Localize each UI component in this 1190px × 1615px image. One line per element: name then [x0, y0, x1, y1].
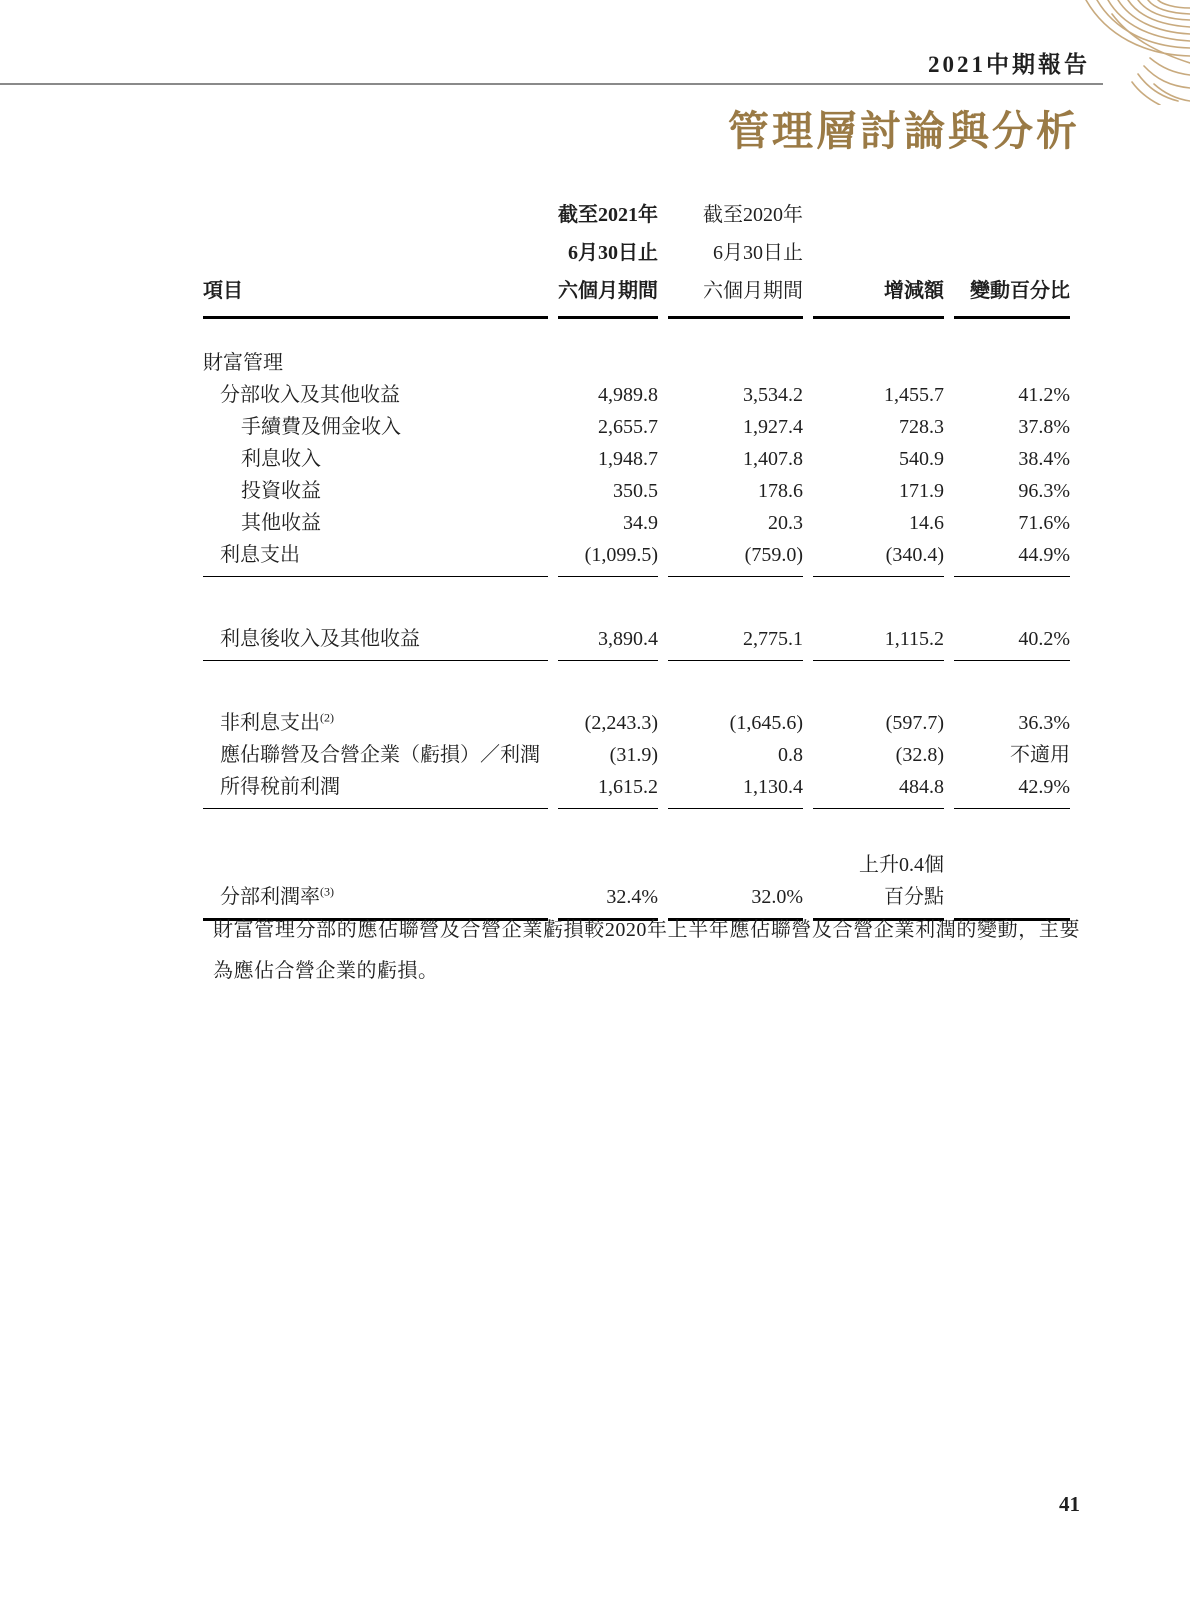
value-2021: 32.4% — [558, 881, 658, 921]
section-gap — [203, 577, 1070, 623]
value-change: 1,455.7 — [884, 384, 944, 406]
col-header-2020-line3: 六個月期間 — [703, 280, 803, 302]
value-pct-change: 96.3% — [1018, 480, 1070, 502]
report-label: 2021中期報告 — [928, 52, 1090, 77]
row-label: 財富管理 — [203, 352, 283, 374]
value-change: 百分點 — [813, 881, 944, 921]
value-pct-change: 不適用 — [1010, 744, 1070, 766]
value-2021: 34.9 — [623, 512, 658, 534]
table-row — [203, 623, 1070, 661]
row-label: 分部收入及其他收益 — [220, 384, 400, 406]
section-gap-cell — [203, 661, 1070, 707]
table-header-row — [203, 196, 1070, 319]
header-gap — [203, 319, 1070, 347]
header-divider — [0, 83, 1103, 85]
value-change: 14.6 — [909, 512, 944, 534]
value-pct-change — [954, 849, 1070, 881]
value-pct-change: 42.9% — [954, 771, 1070, 809]
value-2021: 3,890.4 — [558, 623, 658, 661]
value-2020: 32.0% — [668, 881, 803, 921]
row-label: 分部利潤率$^{(3)}$ — [203, 881, 548, 921]
page-title: 管理層討論與分析 — [728, 108, 1080, 154]
table-row — [203, 849, 1070, 881]
value-pct-change: 41.2% — [1018, 384, 1070, 406]
value-change: (340.4) — [813, 539, 944, 577]
value-change: 1,115.2 — [813, 623, 944, 661]
value-2021: (31.9) — [609, 744, 658, 766]
value-pct-change: 44.9% — [954, 539, 1070, 577]
value-2020: 1,130.4 — [668, 771, 803, 809]
table-row — [203, 347, 1070, 379]
value-pct-change: 38.4% — [1018, 448, 1070, 470]
value-change: (597.7) — [885, 712, 944, 734]
footnote-marker: (2) — [320, 710, 334, 725]
value-pct-change: 40.2% — [954, 623, 1070, 661]
value-2020: (1,645.6) — [729, 712, 803, 734]
value-pct-change: 37.8% — [1018, 416, 1070, 438]
row-label — [203, 849, 548, 881]
value-change: 上升0.4個 — [859, 854, 944, 876]
table-row — [203, 443, 1070, 475]
table-row — [203, 739, 1070, 771]
row-label: 所得稅前利潤 — [203, 771, 548, 809]
value-2021: 1,948.7 — [598, 448, 658, 470]
col-header-change: 增減額 — [813, 196, 944, 319]
row-label: 其他收益 — [241, 512, 321, 534]
col-header-2020-line1: 截至2020年 — [703, 204, 803, 226]
value-2021 — [558, 849, 658, 881]
row-label: 手續費及佣金收入 — [241, 416, 401, 438]
footnote-paragraph: 財富管理分部的應佔聯營及合營企業虧損較2020年上半年應佔聯營及合營企業利潤的變動，主要為應佔合營企業的虧損。 — [213, 919, 1080, 982]
value-2020: 0.8 — [778, 744, 803, 766]
page-number: 41 — [1059, 1492, 1080, 1516]
col-header-2020 — [668, 196, 803, 319]
footnote-marker: (3) — [320, 884, 334, 899]
value-2020: (759.0) — [668, 539, 803, 577]
table-row — [203, 539, 1070, 577]
value-change: (32.8) — [895, 744, 944, 766]
table-row — [203, 707, 1070, 739]
value-change: 484.8 — [813, 771, 944, 809]
table-row — [203, 507, 1070, 539]
value-2020: 1,927.4 — [743, 416, 803, 438]
row-label: 非利息支出$^{(2)}$ — [220, 710, 334, 734]
col-header-2021-line1: 截至2021年 — [558, 204, 658, 226]
wealth-management-table — [193, 196, 1080, 921]
section-gap — [203, 809, 1070, 849]
section-gap-cell — [203, 809, 1070, 849]
value-2021: 350.5 — [613, 480, 658, 502]
value-2021: (1,099.5) — [558, 539, 658, 577]
col-header-item: 項目 — [203, 196, 548, 319]
row-label: 利息收入 — [241, 448, 321, 470]
value-pct-change: 36.3% — [1018, 712, 1070, 734]
value-2020: 1,407.8 — [743, 448, 803, 470]
col-header-2021-line3: 六個月期間 — [558, 280, 658, 302]
col-header-2021-line2: 6月30日止 — [568, 242, 658, 264]
value-pct-change — [954, 347, 1070, 379]
table-row — [203, 475, 1070, 507]
value-2021: 4,989.8 — [598, 384, 658, 406]
value-2020: 178.6 — [758, 480, 803, 502]
value-change: 728.3 — [899, 416, 944, 438]
row-label: 應佔聯營及合營企業（虧損）／利潤 — [220, 744, 540, 766]
value-2020 — [668, 347, 803, 379]
value-2021: (2,243.3) — [584, 712, 658, 734]
value-change: 540.9 — [899, 448, 944, 470]
value-change: 171.9 — [899, 480, 944, 502]
table-row — [203, 411, 1070, 443]
table-row — [203, 379, 1070, 411]
section-gap — [203, 661, 1070, 707]
value-2021: 1,615.2 — [558, 771, 658, 809]
value-2021 — [558, 347, 658, 379]
value-2020 — [668, 849, 803, 881]
row-label: 利息後收入及其他收益 — [203, 623, 548, 661]
section-gap-cell — [203, 577, 1070, 623]
value-pct-change: 71.6% — [1018, 512, 1070, 534]
value-2020: 3,534.2 — [743, 384, 803, 406]
col-header-2020-line2: 6月30日止 — [713, 242, 803, 264]
row-label: 利息支出 — [203, 539, 548, 577]
value-2020: 20.3 — [768, 512, 803, 534]
row-label: 投資收益 — [241, 480, 321, 502]
table-row — [203, 771, 1070, 809]
value-2020: 2,775.1 — [668, 623, 803, 661]
value-2021: 2,655.7 — [598, 416, 658, 438]
col-header-pct: 變動百分比 — [954, 196, 1070, 319]
value-change — [813, 347, 944, 379]
col-header-2021 — [558, 196, 658, 319]
